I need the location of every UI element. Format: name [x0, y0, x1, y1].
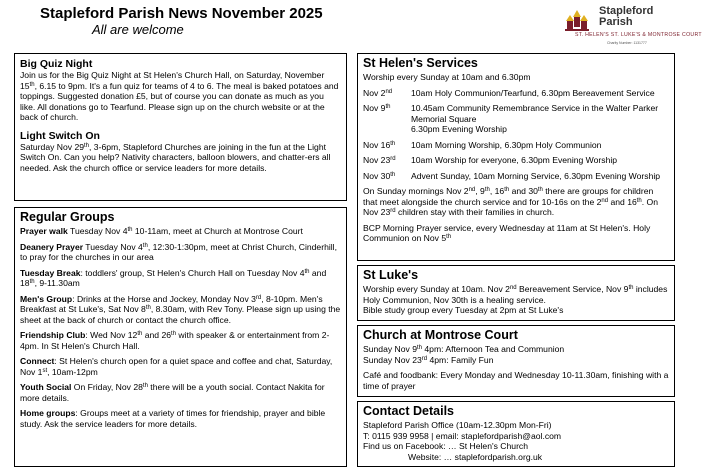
service-nov9: Nov 9th 10.45am Community Remembrance Service in the Walter Parker Memorial Square 6.30pm Evening Worship — [363, 103, 659, 134]
contact-heading: Contact Details — [363, 404, 454, 418]
montrose-nov23: Sunday Nov 23rd 4pm: Family Fun — [363, 354, 494, 365]
st-lukes-text: Worship every Sunday at 10am. Nov 2nd Bereavement Service, Nov 9th includes Holy Communion, Nov 30th is a healing service. — [363, 284, 668, 305]
page-title: Stapleford Parish News November 2025 — [40, 5, 323, 22]
bible-study: Bible study group every Tuesday at 2pm at St Luke's — [363, 305, 564, 315]
events-box — [14, 53, 347, 201]
regular-groups-box — [14, 207, 347, 467]
quiz-text: Join us for the Big Quiz Night at St Helen's Church Hall, on Saturday, November 15th, 6.15 to 9pm. It's a fun quiz for teams of 4 to 6. The meal is baked potatoes and toppings. Suggested donation £5, but of course you can donate as much as you like. All donations go to Tearfund. Please sign up on the church website or at the back of church. — [20, 70, 339, 122]
st-helens-box — [357, 53, 675, 261]
parish-logo — [565, 4, 702, 48]
contact-office: Stapleford Parish Office (10am-12.30pm Mon-Fri) — [363, 420, 552, 430]
montrose-heading: Church at Montrose Court — [363, 328, 518, 342]
montrose-nov9: Sunday Nov 9th 4pm: Afternoon Tea and Communion — [363, 344, 565, 354]
prayer-walk: Prayer walk Tuesday Nov 4th 10-11am, meet at Church at Montrose Court — [20, 226, 303, 236]
contact-facebook[interactable]: Find us on Facebook: … St Helen's Church — [363, 441, 529, 451]
cafe-foodbank: Café and foodbank: Every Monday and Wednesday 10-11.30am, finishing with a time of prayer — [363, 370, 669, 391]
friendship-club: Friendship Club: Wed Nov 12th and 26th with speaker & or entertainment from 2-4pm. In St Helen's Church Hall. — [20, 330, 330, 351]
st-lukes-box — [357, 265, 675, 321]
home-groups: Home groups: Groups meet at a variety of times for friendship, prayer and bible study. Ask the service leaders for more details. — [20, 408, 326, 429]
service-nov23: Nov 23rd 10am Worship for everyone, 6.30pm Evening Worship — [363, 155, 618, 165]
connect: Connect: St Helen's church open for a quiet space and coffee and chat, Saturday, Nov 1st, 10am-12pm — [20, 356, 333, 377]
tuesday-break: Tuesday Break: toddlers' group, St Helen's Church Hall on Tuesday Nov 4th and 18th, 9-11.30am — [20, 267, 327, 288]
service-nov2: Nov 2nd 10am Holy Communion/Tearfund, 6.30pm Bereavement Service — [363, 87, 655, 98]
light-text: Saturday Nov 29th, 3-6pm, Stapleford Churches are joining in the fun at the Light Switch On. Can you help? Nativity characters, balloon blowers, and chatter-ers all needed. Ask the church office or service leaders for more details. — [20, 141, 331, 173]
service-nov30: Nov 30th Advent Sunday, 10am Morning Service, 6.30pm Evening Worship — [363, 170, 661, 181]
regular-groups-heading: Regular Groups — [20, 210, 115, 224]
contact-phone-email[interactable]: T: 0115 939 9958 | email: staplefordparish@aol.com — [363, 430, 562, 441]
sunday-children: On Sunday mornings Nov 2nd, 9th, 16th and 30th there are groups for children that meet alongside the church service and for 10-16s on the 2nd and 16th. On Nov 23rd children stay with their families in church. — [363, 186, 659, 217]
page-subtitle: All are welcome — [92, 22, 184, 37]
logo-name: Stapleford Parish — [599, 5, 654, 28]
charity-number: Charity Number: 1131777 — [607, 41, 647, 45]
st-helens-heading: St Helen's Services — [363, 56, 478, 70]
logo-subtitle: ST. HELEN'S ST. LUKE'S & MONTROSE COURT — [575, 32, 702, 38]
st-lukes-heading: St Luke's — [363, 268, 419, 282]
montrose-box — [357, 325, 675, 397]
quiz-heading: Big Quiz Night — [20, 58, 93, 70]
mens-group: Men's Group: Drinks at the Horse and Jockey, Monday Nov 3rd, 8-10pm. Men's Breakfast at St Luke's, Sat Nov 8th, 8.30am, with Rev Tony. Please sign up using the sheet at the back of church or contact the church office. — [20, 293, 341, 325]
church-logo-icon — [565, 7, 589, 35]
light-heading: Light Switch On — [20, 129, 100, 142]
contact-website[interactable]: Website: … staplefordparish.org.uk — [408, 451, 543, 462]
st-helens-intro: Worship every Sunday at 10am and 6.30pm — [363, 72, 531, 82]
youth-social: Youth Social On Friday, Nov 28th there will be a youth social. Contact Nakita for more details. — [20, 382, 325, 403]
bcp-prayer: BCP Morning Prayer service, every Wednesday at 11am at St Helen's. Holy Communion on Nov 5th — [363, 222, 651, 243]
service-nov16: Nov 16th 10am Morning Worship, 6.30pm Holy Communion — [363, 139, 602, 150]
contact-box — [357, 401, 675, 467]
deanery-prayer: Deanery Prayer Tuesday Nov 4th, 12:30-1:30pm, meet at Christ Church, Cinderhill, to pray for the churches in our area — [20, 241, 337, 262]
